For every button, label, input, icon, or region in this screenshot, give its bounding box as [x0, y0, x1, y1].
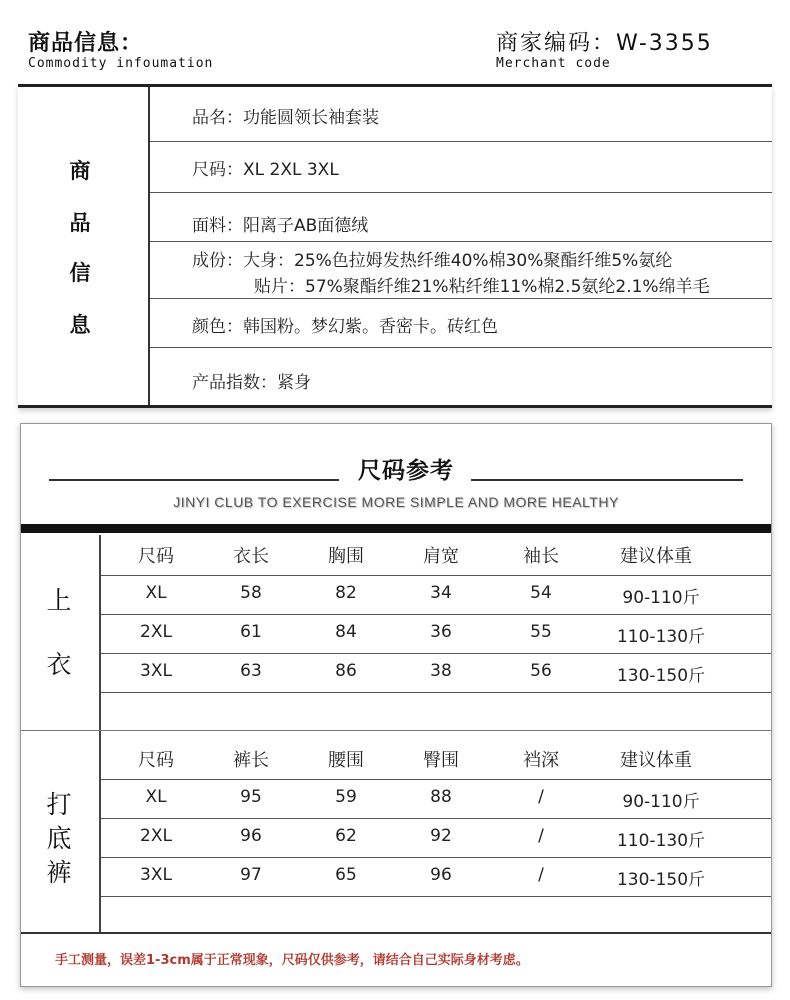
table-cell: 63 [240, 661, 262, 681]
info-side-char: 品 [69, 211, 91, 235]
table-row [101, 857, 771, 897]
table-cell: 34 [430, 583, 452, 603]
top-header-row [101, 536, 771, 576]
table-cell: 61 [240, 622, 262, 642]
table-cell: 2XL [140, 826, 172, 846]
table-cell: 82 [335, 583, 357, 603]
empty-row [101, 896, 771, 935]
top-side-char: 衣 [46, 650, 72, 679]
table-cell: 90-110斤 [622, 588, 700, 608]
table-cell: 92 [430, 826, 452, 846]
bottom-side-char: 底 [46, 824, 72, 853]
column-header: 裤长 [233, 750, 269, 771]
table-row [101, 818, 771, 858]
size-chart-title: 尺码参考 [358, 458, 454, 484]
table-cell: 110-130斤 [616, 831, 706, 851]
table-cell: 96 [240, 826, 262, 846]
info-side-char: 商 [69, 159, 91, 183]
product-composition-patch: 贴片：57%聚酯纤维21%粘纤维11%棉2.5氨纶2.1%绵羊毛 [254, 277, 710, 297]
bottom-divider [21, 932, 771, 934]
info-row-colors [150, 298, 772, 348]
table-cell: 3XL [140, 661, 172, 681]
product-sizes: 尺码：XL 2XL 3XL [192, 160, 339, 180]
merchant-code-title: 商家编码：W-3355 [496, 31, 713, 56]
table-cell: 65 [335, 865, 357, 885]
empty-row [101, 692, 771, 731]
size-chart-card [20, 423, 772, 987]
commodity-info-title: 商品信息： [28, 31, 144, 56]
column-header: 腰围 [328, 750, 364, 771]
bottom-section-label [21, 731, 101, 932]
info-row-size [150, 141, 772, 193]
info-row-name [150, 87, 772, 142]
product-info-card [18, 84, 772, 408]
table-cell: 95 [240, 787, 262, 807]
column-header: 尺码 [138, 750, 174, 771]
table-cell: 86 [335, 661, 357, 681]
table-cell: 2XL [140, 622, 172, 642]
table-cell: / [538, 787, 544, 807]
top-section-label [21, 535, 101, 730]
column-header: 尺码 [138, 546, 174, 567]
table-cell: 88 [430, 787, 452, 807]
table-cell: 84 [335, 622, 357, 642]
title-bar [21, 524, 771, 533]
info-side-label [18, 87, 150, 405]
column-header: 建议体重 [620, 750, 692, 771]
column-header: 建议体重 [620, 546, 692, 567]
table-cell: 130-150斤 [616, 870, 706, 890]
bottom-side-char: 裤 [46, 858, 72, 887]
table-cell: 90-110斤 [622, 792, 700, 812]
column-header: 衣长 [233, 546, 269, 567]
table-cell: 62 [335, 826, 357, 846]
table-row [101, 779, 771, 819]
table-cell: 110-130斤 [616, 627, 706, 647]
size-chart-slogan: JINYI CLUB TO EXERCISE MORE SIMPLE AND MORE HEALTHY [173, 494, 619, 510]
table-cell: 96 [430, 865, 452, 885]
merchant-code-subtitle: Merchant code [496, 56, 611, 71]
table-cell: XL [145, 583, 167, 603]
table-cell: 54 [530, 583, 552, 603]
table-row [101, 653, 771, 693]
table-cell: 3XL [140, 865, 172, 885]
product-name: 品名：功能圆领长袖套装 [192, 108, 379, 128]
commodity-header [20, 18, 772, 84]
title-rule-right [471, 479, 743, 481]
column-header: 臀围 [423, 750, 459, 771]
measurement-note: 手工测量，误差1-3cm属于正常现象，尺码仅供参考，请结合自己实际身材考虑。 [55, 953, 529, 968]
table-cell: 58 [240, 583, 262, 603]
bottom-side-char: 打 [46, 790, 72, 819]
product-composition-body: 成份：大身：25%色拉姆发热纤维40%棉30%聚酯纤维5%氨纶 [192, 251, 673, 271]
top-side-char: 上 [46, 586, 72, 615]
table-cell: 97 [240, 865, 262, 885]
table-cell: 59 [335, 787, 357, 807]
info-row-composition [150, 241, 772, 299]
table-cell: / [538, 865, 544, 885]
commodity-info-subtitle: Commodity infoumation [28, 56, 214, 71]
table-row [101, 575, 771, 615]
table-cell: 55 [530, 622, 552, 642]
table-cell: 56 [530, 661, 552, 681]
product-fit-index: 产品指数：紧身 [192, 373, 311, 393]
info-row-fit [150, 347, 772, 405]
title-rule-left [49, 479, 339, 481]
table-row [101, 614, 771, 654]
table-cell: / [538, 826, 544, 846]
product-colors: 颜色：韩国粉。梦幻紫。香密卡。砖红色 [192, 317, 498, 337]
column-header: 肩宽 [423, 546, 459, 567]
column-header: 胸围 [328, 546, 364, 567]
info-row-fabric [150, 192, 772, 242]
column-header: 袖长 [523, 546, 559, 567]
info-side-char: 信 [69, 261, 91, 285]
column-header: 裆深 [523, 750, 559, 771]
bottom-header-row [101, 740, 771, 780]
section-divider [21, 730, 771, 731]
table-cell: 36 [430, 622, 452, 642]
info-side-char: 息 [69, 313, 91, 337]
table-cell: 38 [430, 661, 452, 681]
product-fabric: 面料：阳离子AB面德绒 [192, 216, 369, 236]
table-cell: XL [145, 787, 167, 807]
table-cell: 130-150斤 [616, 666, 706, 686]
